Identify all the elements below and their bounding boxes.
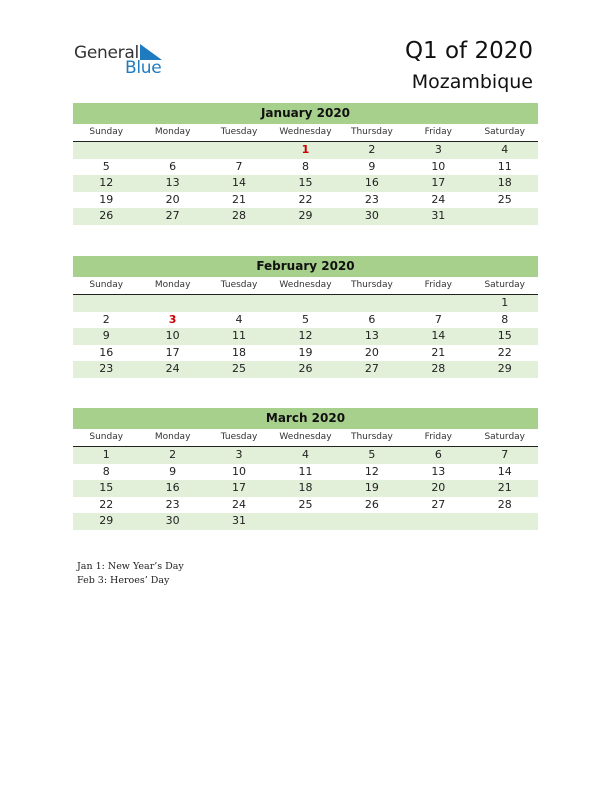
day-cell: 30 <box>165 514 180 527</box>
day-cell: 12 <box>298 329 313 342</box>
day-cell: 9 <box>368 159 376 173</box>
day-cell: 19 <box>99 192 114 206</box>
day-cell: 23 <box>364 192 379 206</box>
day-cell <box>73 295 139 312</box>
day-cell: 17 <box>165 345 180 359</box>
weekday-label: Monday <box>154 432 191 442</box>
day-cell: 18 <box>298 481 313 494</box>
day-cell: 17 <box>232 481 247 494</box>
weekday-label: Sunday <box>89 127 124 137</box>
day-cell <box>472 513 538 530</box>
day-cell: 7 <box>434 312 442 326</box>
day-cell: 18 <box>232 345 247 359</box>
day-cell: 2 <box>102 312 110 326</box>
week-row <box>73 447 538 464</box>
day-cell: 19 <box>298 345 313 359</box>
day-cell: 31 <box>232 514 247 527</box>
day-cell: 4 <box>501 143 509 156</box>
day-cell: 10 <box>232 464 247 478</box>
week-row <box>73 464 538 481</box>
day-cell: 29 <box>99 514 114 527</box>
weekday-label: Monday <box>154 127 191 137</box>
week-row <box>73 328 538 345</box>
day-cell <box>405 513 471 530</box>
holiday-day-cell: 1 <box>301 143 310 156</box>
day-cell: 12 <box>364 464 379 478</box>
week-row <box>73 159 538 176</box>
day-cell: 5 <box>301 312 309 326</box>
day-cell: 6 <box>434 448 442 461</box>
day-cell: 1 <box>102 448 110 461</box>
day-cell <box>339 513 405 530</box>
country-name: Mozambique <box>411 71 533 93</box>
day-cell: 4 <box>301 448 309 461</box>
day-cell: 15 <box>298 176 313 189</box>
day-cell: 1 <box>501 296 509 309</box>
month-title: February 2020 <box>73 256 538 277</box>
day-cell: 26 <box>364 497 379 511</box>
day-cell: 29 <box>497 362 512 375</box>
day-cell: 15 <box>99 481 114 494</box>
day-cell: 24 <box>165 362 180 375</box>
day-cell: 27 <box>165 209 180 222</box>
day-cell: 4 <box>235 312 243 326</box>
weekday-label: Tuesday <box>220 280 258 290</box>
weekday-label: Monday <box>154 280 191 290</box>
day-cell: 12 <box>99 176 114 189</box>
day-cell: 3 <box>434 143 442 156</box>
week-row <box>73 208 538 225</box>
weekday-header-row <box>73 277 538 295</box>
day-cell: 21 <box>497 481 512 494</box>
day-cell: 8 <box>301 159 309 173</box>
day-cell: 20 <box>165 192 180 206</box>
day-cell: 22 <box>99 497 114 511</box>
day-cell: 25 <box>497 192 512 206</box>
holiday-note: Feb 3: Heroes’ Day <box>77 574 170 586</box>
day-cell: 21 <box>431 345 446 359</box>
day-cell: 21 <box>232 192 247 206</box>
day-cell: 16 <box>364 176 379 189</box>
weekday-label: Saturday <box>484 432 526 442</box>
day-cell: 11 <box>497 159 512 173</box>
day-cell: 3 <box>235 448 243 461</box>
week-row <box>73 480 538 497</box>
day-cell: 10 <box>165 329 180 342</box>
month-calendar <box>73 256 538 378</box>
weekday-header-row <box>73 124 538 142</box>
weekday-label: Friday <box>424 432 452 442</box>
week-row <box>73 345 538 362</box>
day-cell: 14 <box>431 329 446 342</box>
weekday-header-row <box>73 429 538 447</box>
day-cell <box>206 142 272 159</box>
day-cell <box>339 295 405 312</box>
day-cell <box>206 295 272 312</box>
day-cell: 11 <box>232 329 247 342</box>
day-cell: 5 <box>368 448 376 461</box>
day-cell: 11 <box>298 464 313 478</box>
day-cell <box>472 208 538 225</box>
week-row <box>73 142 538 159</box>
day-cell: 31 <box>431 209 446 222</box>
day-cell: 27 <box>431 497 446 511</box>
day-cell: 16 <box>165 481 180 494</box>
day-cell: 16 <box>99 345 114 359</box>
week-row <box>73 497 538 514</box>
month-title: January 2020 <box>73 103 538 124</box>
day-cell: 2 <box>368 143 376 156</box>
day-cell: 5 <box>102 159 110 173</box>
weekday-label: Sunday <box>89 432 124 442</box>
weekday-label: Wednesday <box>279 432 332 442</box>
week-row <box>73 361 538 378</box>
day-cell: 19 <box>364 481 379 494</box>
day-cell: 22 <box>497 345 512 359</box>
day-cell: 28 <box>431 362 446 375</box>
month-calendar <box>73 103 538 225</box>
day-cell: 10 <box>431 159 446 173</box>
day-cell <box>272 295 338 312</box>
holiday-notes <box>77 560 184 587</box>
day-cell: 6 <box>169 159 177 173</box>
day-cell: 25 <box>298 497 313 511</box>
weekday-label: Friday <box>424 127 452 137</box>
day-cell: 24 <box>232 497 247 511</box>
day-cell <box>405 295 471 312</box>
weekday-label: Tuesday <box>220 127 258 137</box>
weekday-label: Wednesday <box>279 280 332 290</box>
week-row <box>73 175 538 192</box>
day-cell: 9 <box>102 329 110 342</box>
day-cell <box>139 142 205 159</box>
day-cell <box>272 513 338 530</box>
month-calendar <box>73 408 538 530</box>
month-title: March 2020 <box>73 408 538 429</box>
holiday-day-cell: 3 <box>168 312 177 326</box>
week-row <box>73 312 538 329</box>
day-cell: 7 <box>235 159 243 173</box>
day-cell: 18 <box>497 176 512 189</box>
day-cell: 20 <box>364 345 379 359</box>
day-cell: 15 <box>497 329 512 342</box>
day-cell: 26 <box>298 362 313 375</box>
day-cell: 8 <box>501 312 509 326</box>
day-cell: 13 <box>364 329 379 342</box>
day-cell: 26 <box>99 209 114 222</box>
day-cell: 7 <box>501 448 509 461</box>
week-row <box>73 295 538 312</box>
week-row <box>73 513 538 530</box>
brand-logo <box>74 43 174 79</box>
title-block <box>405 38 533 95</box>
day-cell: 23 <box>165 497 180 511</box>
day-cell: 24 <box>431 192 446 206</box>
weekday-label: Saturday <box>484 127 526 137</box>
day-cell: 20 <box>431 481 446 494</box>
day-cell: 6 <box>368 312 376 326</box>
holiday-note: Jan 1: New Year’s Day <box>77 561 184 572</box>
weekday-label: Thursday <box>350 280 393 290</box>
weekday-label: Saturday <box>484 280 526 290</box>
page-title: Q1 of 2020 <box>404 38 533 64</box>
weekday-label: Wednesday <box>279 127 332 137</box>
day-cell <box>139 295 205 312</box>
day-cell: 2 <box>169 448 177 461</box>
day-cell: 9 <box>169 464 177 478</box>
day-cell: 27 <box>364 362 379 375</box>
day-cell: 28 <box>497 497 512 511</box>
brand-blue-text: Blue <box>125 58 162 78</box>
day-cell: 13 <box>165 176 180 189</box>
day-cell: 25 <box>232 362 247 375</box>
day-cell: 29 <box>298 209 313 222</box>
weekday-label: Sunday <box>89 280 124 290</box>
day-cell: 13 <box>431 464 446 478</box>
brand-general-text: General <box>74 43 139 63</box>
day-cell: 14 <box>232 176 247 189</box>
day-cell: 14 <box>497 464 512 478</box>
weekday-label: Thursday <box>350 432 393 442</box>
week-row <box>73 192 538 209</box>
weekday-label: Friday <box>424 280 452 290</box>
weekday-label: Tuesday <box>220 432 258 442</box>
day-cell: 8 <box>102 464 110 478</box>
weekday-label: Thursday <box>350 127 393 137</box>
day-cell: 30 <box>364 209 379 222</box>
day-cell: 28 <box>232 209 247 222</box>
day-cell: 23 <box>99 362 114 375</box>
day-cell: 17 <box>431 176 446 189</box>
day-cell <box>73 142 139 159</box>
day-cell: 22 <box>298 192 313 206</box>
